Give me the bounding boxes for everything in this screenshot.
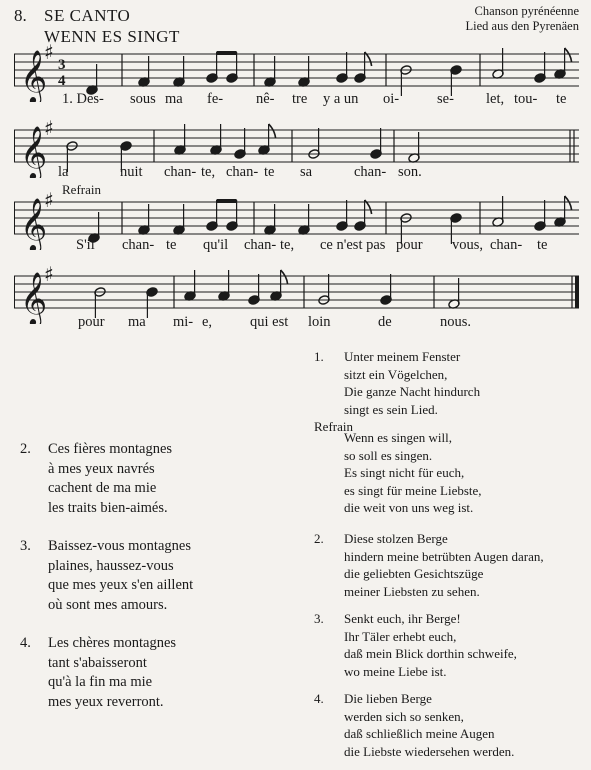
lyric-syllable: se- <box>437 91 454 107</box>
lyric-syllable: sous <box>130 91 156 107</box>
treble-clef: 𝄞 <box>20 197 48 250</box>
german-verse-1 <box>314 348 584 420</box>
lyric-syllable: ma <box>165 91 183 107</box>
verse-line: plaines, haussez-vous <box>48 557 174 574</box>
verse-line: wo meine Liebe ist. <box>344 663 447 679</box>
verse-text <box>344 530 544 600</box>
verse-line: cachent de ma mie <box>48 480 157 496</box>
lyric-syllable: chan- <box>226 164 259 180</box>
verse-number: 2. <box>314 531 324 546</box>
time-signature-bottom: 4 <box>58 73 66 89</box>
key-signature-sharp: ♯ <box>44 262 54 286</box>
lyric-syllable: te <box>264 164 275 180</box>
lyric-syllable: pour <box>78 314 105 330</box>
verse-line: es singt für meine Liebste, <box>344 482 482 498</box>
lyric-syllable: 1. Des- <box>62 91 104 107</box>
verse-line: Baissez-vous montagnes <box>48 538 191 554</box>
verse-line: daß mein Blick dorthin schweife, <box>344 646 517 661</box>
lyric-syllable: sa <box>300 164 313 180</box>
verse-line: hindern meine betrübten Augen daran, <box>344 548 544 564</box>
lyric-syllable: chan- <box>244 237 277 253</box>
treble-clef: 𝄞 <box>20 271 48 324</box>
verse-line: Ihr Täler erhebt euch, <box>344 628 457 644</box>
lyric-syllable: ma <box>128 314 146 330</box>
lyric-syllable: tre <box>292 91 308 107</box>
verse-line: qu'à la fin ma mie <box>48 674 153 690</box>
origin-french: Chanson pyrénéenne <box>474 4 579 18</box>
verse-text <box>48 634 176 712</box>
verse-line: sitzt ein Vögelchen, <box>344 366 448 382</box>
key-signature-sharp: ♯ <box>44 40 54 64</box>
verse-line: die weit von uns weg ist. <box>344 500 474 515</box>
refrain-text <box>344 429 482 517</box>
verse-line: les traits bien-aimés. <box>48 499 168 516</box>
lyric-syllable: de <box>378 314 392 330</box>
verse-line: où sont mes amours. <box>48 596 168 613</box>
verse-text <box>344 348 480 418</box>
lyric-syllable: chan- <box>490 237 523 253</box>
key-signature-sharp: ♯ <box>44 188 54 212</box>
lyric-syllable: te, <box>201 164 216 180</box>
lyric-syllable: te, <box>280 237 295 253</box>
french-verse-2 <box>20 440 280 520</box>
lyric-syllable: loin <box>308 314 331 330</box>
verse-line: Les chères montagnes <box>48 635 177 651</box>
verse-line: tant s'abaisseront <box>48 654 147 671</box>
verse-number: 3. <box>314 611 324 626</box>
beam <box>217 199 237 203</box>
lyric-syllable: vous, <box>452 237 484 253</box>
verse-text <box>48 440 172 518</box>
verse-number: 4. <box>20 635 31 651</box>
lyric-syllable: chan- <box>122 237 155 253</box>
lyric-syllable: la <box>58 164 69 180</box>
verse-text <box>344 610 517 680</box>
song-title-french: SE CANTO <box>44 6 131 25</box>
verse-line: Senkt euch, ihr Berge! <box>344 611 461 626</box>
lyric-syllable: S'il <box>76 237 95 253</box>
verse-line: à mes yeux navrés <box>48 460 155 477</box>
lyric-syllable: e, <box>202 314 213 330</box>
lyric-syllable: nê- <box>256 91 275 107</box>
lyric-syllable: fe- <box>207 91 224 107</box>
german-verse-4 <box>314 690 584 762</box>
lyric-syllable: oi- <box>383 91 400 107</box>
song-number: 8. <box>14 6 27 25</box>
verse-line: die geliebten Gesichtszüge <box>344 566 484 581</box>
german-verse-2 <box>314 530 584 602</box>
song-origin <box>465 4 579 34</box>
lyric-syllable: pour <box>396 237 423 253</box>
verse-line: werden sich so senken, <box>344 708 464 724</box>
verse-text <box>344 690 514 760</box>
refrain-label: Refrain <box>62 182 101 197</box>
verse-line: Wenn es singen will, <box>344 430 452 445</box>
lyric-syllable: mi- <box>173 314 194 330</box>
lyric-line-2 <box>0 164 591 184</box>
verse-line: singt es sein Lied. <box>344 401 438 417</box>
lyric-syllable: te <box>166 237 177 253</box>
verse-line: Diese stolzen Berge <box>344 531 448 546</box>
key-signature-sharp: ♯ <box>44 116 54 140</box>
treble-clef: 𝄞 <box>20 125 48 178</box>
note-flag <box>565 196 572 210</box>
verse-number: 2. <box>20 441 31 457</box>
origin-german: Lied aus den Pyrenäen <box>465 19 579 33</box>
lyric-syllable: son. <box>398 164 422 180</box>
lyric-syllable: te <box>556 91 567 107</box>
lyric-syllable: ce n'est pas <box>320 237 386 253</box>
note-flag <box>281 270 288 284</box>
verse-line: mes yeux reverront. <box>48 693 164 710</box>
verse-number: 3. <box>20 538 31 554</box>
note-flag <box>269 124 276 138</box>
german-verse-3 <box>314 610 584 682</box>
note-flag <box>565 48 572 62</box>
lyric-syllable: y a un <box>323 91 359 107</box>
song-title-german: WENN ES SINGT <box>44 27 180 46</box>
lyric-syllable: let, <box>486 91 505 107</box>
lyric-syllable: chan- <box>164 164 197 180</box>
lyric-syllable: te <box>537 237 548 253</box>
verse-line: meiner Liebsten zu sehen. <box>344 583 480 599</box>
german-refrain-label: Refrain <box>314 419 353 434</box>
verse-line: daß schließlich meine Augen <box>344 726 495 741</box>
lyric-line-4 <box>0 314 591 334</box>
french-verse-4 <box>20 634 280 714</box>
german-refrain <box>314 418 584 515</box>
verse-line: Die lieben Berge <box>344 691 432 706</box>
verse-line: Es singt nicht für euch, <box>344 465 465 480</box>
verse-line: die Liebste wiedersehen werden. <box>344 743 515 759</box>
treble-clef: 𝄞 <box>20 49 48 102</box>
verse-line: Die ganze Nacht hindurch <box>344 384 481 399</box>
lyric-line-3 <box>0 237 591 257</box>
verse-line: que mes yeux s'en aillent <box>48 577 194 593</box>
lyric-syllable: nuit <box>120 164 143 180</box>
lyric-line-1 <box>0 91 591 111</box>
lyric-syllable: tou- <box>514 91 538 107</box>
lyric-syllable: qu'il <box>203 237 229 253</box>
verse-number: 1. <box>314 349 324 364</box>
time-signature-top: 3 <box>58 57 66 73</box>
verse-number: 4. <box>314 691 324 706</box>
final-barline-thick <box>575 276 579 308</box>
lyric-syllable: nous. <box>440 314 472 330</box>
verse-line: so soll es singen. <box>344 447 433 463</box>
lyric-syllable: chan- <box>354 164 387 180</box>
french-verse-3 <box>20 537 280 617</box>
verse-line: Ces fières montagnes <box>48 441 173 457</box>
verse-line: Unter meinem Fenster <box>344 349 461 364</box>
beam <box>217 51 237 55</box>
lyric-syllable: qui est <box>250 314 289 330</box>
verse-text <box>48 537 193 615</box>
